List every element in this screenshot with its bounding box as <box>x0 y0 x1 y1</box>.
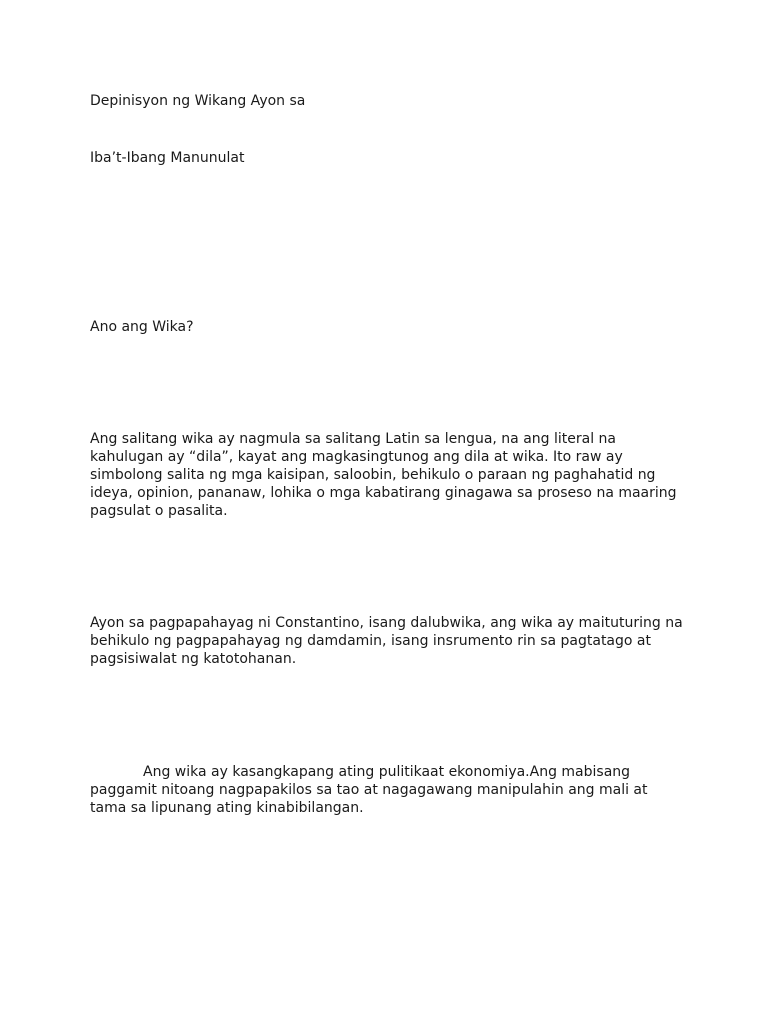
paragraph-2-line: pagsisiwalat ng katotohanan. <box>90 651 297 667</box>
paragraph-3-line: paggamit nitoang nagpapakilos sa tao at nagagawang manipulahin ang mali at <box>90 782 648 798</box>
paragraph-1-line: simbolong salita ng mga kaisipan, saloobin, behikulo o paraan ng paghahatid ng <box>90 467 656 483</box>
paragraph-1 <box>90 430 690 520</box>
paragraph-3-line: Ang wika ay kasangkapang ating pulitikaat ekonomiya.Ang mabisang <box>143 764 631 780</box>
title-line-1: Depinisyon ng Wikang Ayon sa <box>90 93 306 109</box>
paragraph-1-line: pagsulat o pasalita. <box>90 503 228 519</box>
paragraph-1-line: Ang salitang wika ay nagmula sa salitang Latin sa lengua, na ang literal na <box>90 431 617 447</box>
section-heading: Ano ang Wika? <box>90 319 194 335</box>
paragraph-2 <box>90 614 690 668</box>
paragraph-1-line: kahulugan ay “dila”, kayat ang magkasingtunog ang dila at wika. Ito raw ay <box>90 449 623 465</box>
paragraph-1-line: ideya, opinion, pananaw, lohika o mga kabatirang ginagawa sa proseso na maaring <box>90 485 677 501</box>
paragraph-2-line: Ayon sa pagpapahayag ni Constantino, isang dalubwika, ang wika ay maituturing na <box>90 615 683 631</box>
paragraph-3 <box>90 763 690 817</box>
title-line-2: Iba’t-Ibang Manunulat <box>90 150 245 166</box>
paragraph-3-line: tama sa lipunang ating kinabibilangan. <box>90 800 364 816</box>
paragraph-2-line: behikulo ng pagpapahayag ng damdamin, isang insrumento rin sa pagtatago at <box>90 633 651 649</box>
